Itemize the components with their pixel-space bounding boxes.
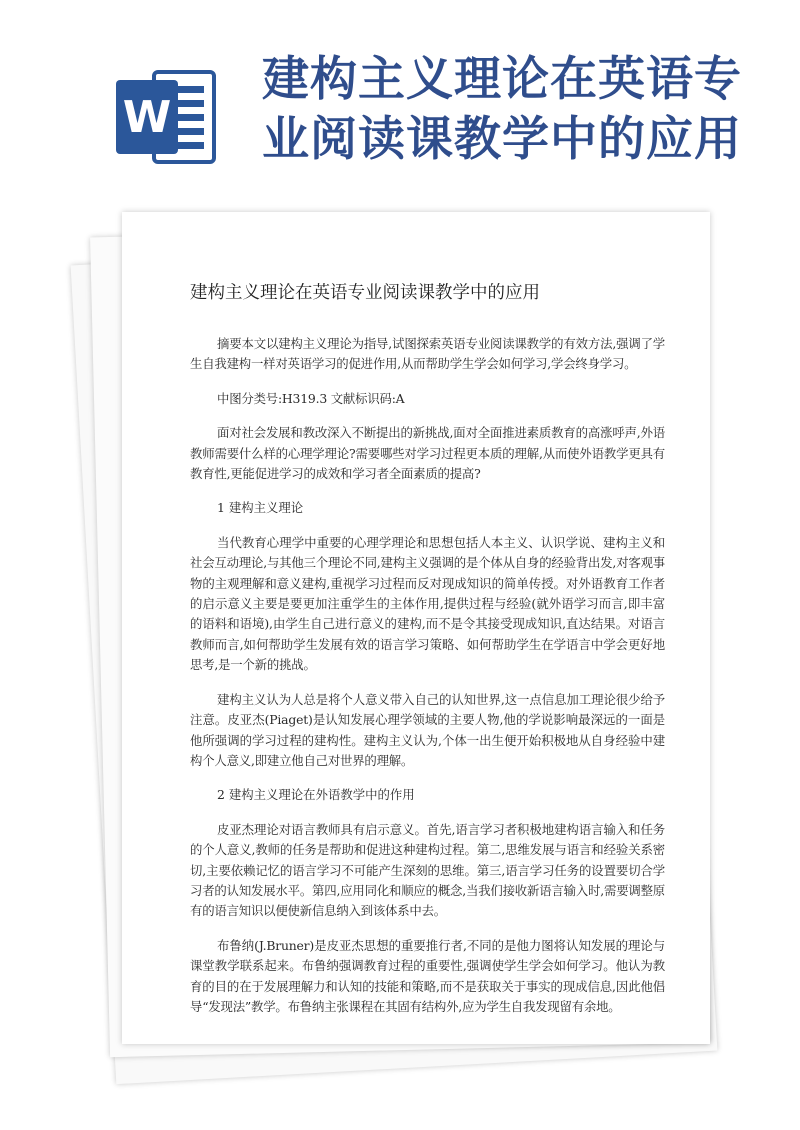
- section-heading: 1 建构主义理论: [217, 500, 304, 516]
- header-banner: [0, 0, 800, 200]
- paragraph: 中图分类号:H319.3 文献标识码:A: [217, 390, 405, 406]
- document-blocks: [190, 334, 665, 1017]
- paragraph: 摘要本文以建构主义理论为指导,试图探索英语专业阅读课教学的有效方法,强调了学生自我建构一样对英语学习的促进作用,从而帮助学生学会如何学习,学会终身学习。: [190, 336, 665, 372]
- paragraph: 布鲁纳(J.Bruner)是皮亚杰思想的重要推行者,不同的是他力图将认知发展的理论与课堂教学联系起来。布鲁纳强调教育过程的重要性,强调使学生学会如何学习。他认为教育的目的在于发展理解力和认知的技能和策略,而不是获取关于事实的现成信息,因此他倡导“发现法”教学。布鲁纳主张课程在其固有结构外,应为学生自我发现留有余地。: [190, 937, 665, 1014]
- paragraph: 面对社会发展和教改深入不断提出的新挑战,面对全面推进素质教育的高涨呼声,外语教师需要什么样的心理学理论?需要哪些对学习过程更本质的理解,从而使外语教学更具有教育性,更能促进学习的成效和学习者全面素质的提高?: [190, 425, 665, 482]
- document-title: 建构主义理论在英语专业阅读课教学中的应用: [190, 283, 540, 303]
- header-title: 建构主义理论在英语专业阅读课教学中的应用: [262, 52, 742, 167]
- document-body: [190, 280, 665, 1031]
- section-heading: 2 建构主义理论在外语教学中的作用: [217, 787, 415, 803]
- paragraph: 建构主义认为人总是将个人意义带入自己的认知世界,这一点信息加工理论很少给予注意。皮亚杰(Piaget)是认知发展心理学领域的主要人物,他的学说影响最深远的一面是他所强调的学习过程的建构性。建构主义认为,个体一出生便开始积极地从自身经验中建构个人意义,即建立他自己对世界的理解。: [190, 691, 665, 768]
- paragraph: 当代教育心理学中重要的心理学理论和思想包括人本主义、认识学说、建构主义和社会互动理论,与其他三个理论不同,建构主义强调的是个体从自身的经验背出发,对客观事物的主观理解和意义建构,重视学习过程而反对现成知识的简单传授。对外语教育工作者的启示意义主要是要更加注重学生的主体作用,提供过程与经验(就外语学习而言,即丰富的语料和语境),由学生自己进行意义的建构,而不是令其接受现成知识,直达结果。对语言教师而言,如何帮助学生发展有效的语言学习策略、如何帮助学生在学语言中学会更好地思考,是一个新的挑战。: [190, 534, 665, 673]
- svg-text:W: W: [122, 92, 172, 143]
- word-document-icon: [110, 62, 220, 172]
- paragraph: 皮亚杰理论对语言教师具有启示意义。首先,语言学习者积极地建构语言输入和任务的个人意义,教师的任务是帮助和促进这种建构过程。第二,思维发展与语言和经验关系密切,主要依赖记忆的语言学习不可能产生深刻的思维。第三,语言学习任务的设置要切合学习者的认知发展水平。第四,应用同化和顺应的概念,当我们接收新语言输入时,需要调整原有的语言知识以便使新信息纳入到该体系中去。: [190, 821, 665, 919]
